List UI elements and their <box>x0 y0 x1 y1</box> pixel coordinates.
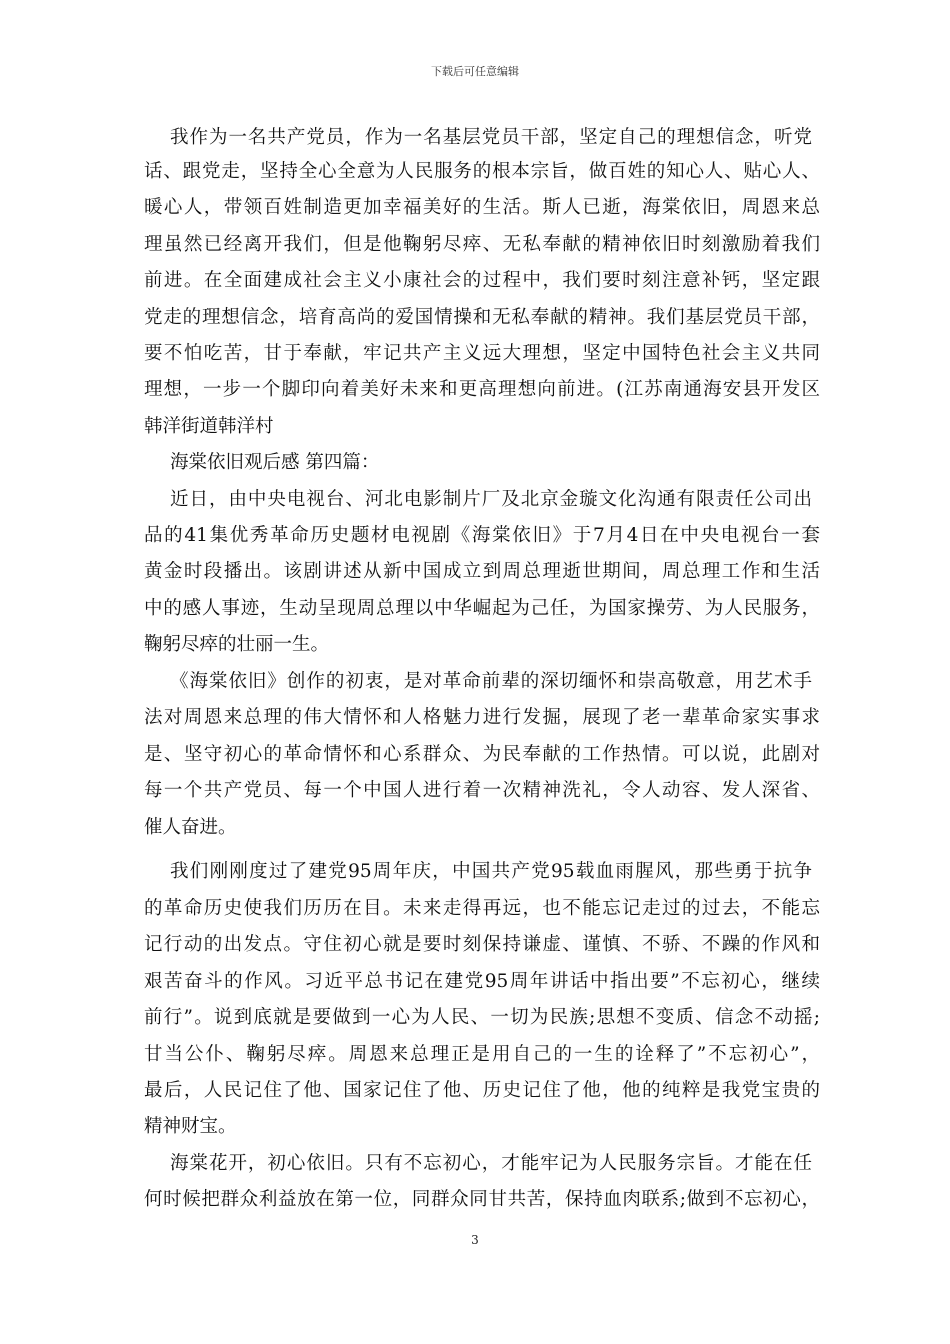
text-line: 是、坚守初心的革命情怀和心系群众、为民奉献的工作热情。可以说，此剧对 <box>144 744 820 765</box>
text-line: 鞠躬尽瘁的壮丽一生。 <box>144 634 330 655</box>
text-line: 话、跟党走，坚持全心全意为人民服务的根本宗旨，做百姓的知心人、贴心人、 <box>144 161 820 182</box>
text-line: 最后，人民记住了他、国家记住了他、历史记住了他，他的纯粹是我党宝贵的 <box>144 1080 820 1101</box>
text-line: 记行动的出发点。守住初心就是要时刻保持谦虚、谨慎、不骄、不躁的作风和 <box>144 934 820 955</box>
text-line: 中的感人事迹，生动呈现周总理以中华崛起为己任，为国家操劳、为人民服务， <box>144 598 820 619</box>
text-line: 理想，一步一个脚印向着美好未来和更高理想向前进。(江苏南通海安县开发区 <box>144 379 820 400</box>
text-line: 每一个共产党员、每一个中国人进行着一次精神洗礼，令人动容、发人深省、 <box>144 780 820 801</box>
text-line: 法对周恩来总理的伟大情怀和人格魅力进行发掘，展现了老一辈革命家实事求 <box>144 707 820 728</box>
text-line: 《海棠依旧》创作的初衷，是对革命前辈的深切缅怀和崇高敬意，用艺术手 <box>170 671 812 692</box>
text-line: 品的41集优秀革命历史题材电视剧《海棠依旧》于7月4日在中央电视台一套 <box>144 525 820 546</box>
page-number: 3 <box>471 1233 479 1247</box>
text-line: 理虽然已经离开我们，但是他鞠躬尽瘁、无私奉献的精神依旧时刻激励着我们 <box>144 234 820 255</box>
text-line: 催人奋进。 <box>144 817 237 838</box>
text-line: 我们刚刚度过了建党95周年庆，中国共产党95载血雨腥风，那些勇于抗争 <box>170 861 812 882</box>
text-line: 前进。在全面建成社会主义小康社会的过程中，我们要时刻注意补钙，坚定跟 <box>144 270 820 291</box>
text-line: 精神财宝。 <box>144 1116 237 1137</box>
text-line: 的革命历史使我们历历在目。未来走得再远，也不能忘记走过的过去，不能忘 <box>144 898 820 919</box>
page-header-note: 下载后可任意编辑 <box>431 65 519 78</box>
text-line: 暖心人，带领百姓制造更加幸福美好的生活。斯人已逝，海棠依旧，周恩来总 <box>144 197 820 218</box>
text-line: 要不怕吃苦，甘于奉献，牢记共产主义远大理想，坚定中国特色社会主义共同 <box>144 343 820 364</box>
section-heading: 海棠依旧观后感 第四篇： <box>170 452 380 473</box>
text-line: 近日，由中央电视台、河北电影制片厂及北京金璇文化沟通有限责任公司出 <box>170 489 812 510</box>
text-line: 海棠花开，初心依旧。只有不忘初心，才能牢记为人民服务宗旨。才能在任 <box>170 1153 812 1174</box>
text-line: 党走的理想信念，培育高尚的爱国情操和无私奉献的精神。我们基层党员干部， <box>144 307 820 328</box>
text-line: 我作为一名共产党员，作为一名基层党员干部，坚定自己的理想信念，听党 <box>170 127 812 148</box>
text-line: 何时候把群众利益放在第一位，同群众同甘共苦，保持血肉联系;做到不忘初心， <box>144 1189 820 1210</box>
text-line: 韩洋街道韩洋村 <box>144 416 274 437</box>
text-line: 甘当公仆、鞠躬尽瘁。周恩来总理正是用自己的一生的诠释了”不忘初心”， <box>144 1044 820 1065</box>
text-line: 黄金时段播出。该剧讲述从新中国成立到周总理逝世期间，周总理工作和生活 <box>144 561 820 582</box>
text-line: 前行”。说到底就是要做到一心为人民、一切为民族;思想不变质、信念不动摇; <box>144 1007 820 1028</box>
text-line: 艰苦奋斗的作风。习近平总书记在建党95周年讲话中指出要”不忘初心，继续 <box>144 971 820 992</box>
